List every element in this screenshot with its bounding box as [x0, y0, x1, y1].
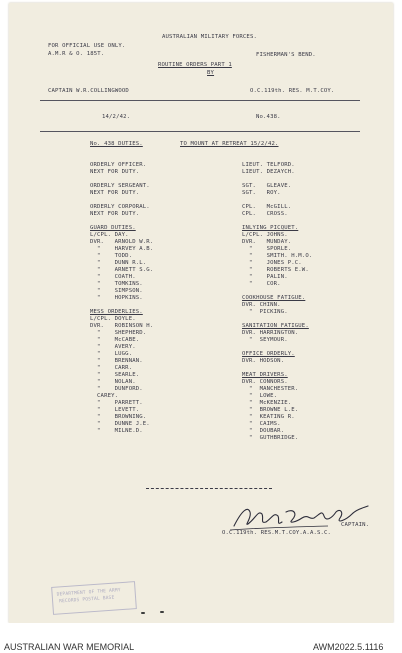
cookhouse-fatigue-heading: COOKHOUSE FATIGUE. [242, 295, 306, 301]
punch-mark [160, 611, 164, 613]
duty-line [90, 302, 153, 309]
document-title: AUSTRALIAN MILITARY FORCES. [162, 34, 257, 40]
duty-line: " DUNN R.L. [90, 260, 147, 266]
duty-line: NEXT FOR DUTY. [90, 190, 140, 196]
duty-line: " GUTHBRIDGE. [242, 435, 299, 441]
duty-line: " TODD. [90, 253, 133, 259]
amr-reference: A.M.R & O. 185T. [48, 51, 105, 57]
duty-line: SGT. ROY. [242, 190, 281, 196]
guard-duties-heading: GUARD DUTIES. [90, 225, 136, 231]
duty-line [242, 344, 312, 351]
duty-line: " SEYMOUR. [242, 337, 288, 343]
location-label: FISHERMAN'S BEND. [256, 52, 316, 58]
duty-line: " LEVETT. [90, 407, 140, 413]
sanitation-fatigue-heading: SANITATION FATIGUE. [242, 323, 309, 329]
duty-line [242, 288, 312, 295]
duty-line: " KEATING R. [242, 414, 295, 420]
duty-line: " SMITH. H.M.O. [242, 253, 313, 259]
duty-line: " McCABE. [90, 337, 140, 343]
duty-line: " SEARLE. [90, 372, 140, 378]
duty-line: LIEUT. DEZAYCH. [242, 169, 295, 175]
duty-line: ORDERLY SERGEANT. [90, 183, 150, 189]
left-duties-column [90, 155, 153, 442]
duty-line: CPL. CROSS. [242, 211, 288, 217]
duty-line [90, 176, 153, 183]
mount-at-retreat: TO MOUNT AT RETREAT 15/2/42. [180, 141, 279, 147]
by-label: BY [207, 70, 215, 76]
duty-line: DVR. HODSON. [242, 358, 285, 364]
official-use-label: FOR OFFICIAL USE ONLY. [48, 43, 126, 49]
duty-line: SGT. GLEAVE. [242, 183, 292, 189]
duty-line: NEXT FOR DUTY. [90, 169, 140, 175]
duty-line: DVR. ARNOLD W.R. [90, 239, 154, 245]
duty-line: " MANCHESTER. [242, 386, 299, 392]
duty-line: " CARR. [90, 365, 133, 371]
footer-accession-number: AWM2022.5.1116 [313, 642, 384, 652]
signature-rank: CAPTAIN. [341, 522, 370, 528]
duty-line: " NOLAN. [90, 379, 136, 385]
inlying-picquet-heading: INLYING PICQUET. [242, 225, 299, 231]
duty-line: L/CPL. JOHNS. [242, 232, 288, 238]
duty-line: " PICKING. [242, 309, 288, 315]
duty-line: DVR. CHINN. [242, 302, 281, 308]
duty-line: " SIMPSON. [90, 288, 143, 294]
duty-line: " DUNNE J.E. [90, 421, 150, 427]
duty-line: " MILNE.D. [90, 428, 143, 434]
duty-line: " HARVEY A.B. [90, 246, 154, 252]
signature-unit: O.C.119th. RES.M.T.COY.A.A.S.C. [222, 530, 332, 536]
duty-line: ORDERLY OFFICER. [90, 162, 147, 168]
duty-line: NEXT FOR DUTY. [90, 211, 140, 217]
duty-line: " COR. [242, 281, 281, 287]
duty-line: ORDERLY CORPORAL. [90, 204, 150, 210]
duty-line: " TOMKINS. [90, 281, 143, 287]
duties-number: No. 438 DUTIES. [90, 141, 143, 147]
mess-orderlies-heading: MESS ORDERLIES. [90, 309, 143, 315]
duty-line: " PARRETT. [90, 400, 143, 406]
duty-line [90, 197, 153, 204]
duty-line: CPL. McGILL. [242, 204, 292, 210]
duty-line [242, 197, 312, 204]
duty-line: " ARNETT S.G. [90, 267, 154, 273]
captain-name: CAPTAIN W.R.COLLINGWOOD [48, 88, 129, 94]
unit-name: O.C.119th. RES. M.T.COY. [250, 88, 335, 94]
header-rule [40, 100, 360, 101]
duty-line: " SHEPHERD. [90, 330, 147, 336]
duty-line: " BROWNING. [90, 414, 147, 420]
duty-line: DVR. ROBINSON H. [90, 323, 154, 329]
duty-line: " LOWE. [242, 393, 278, 399]
stamp-line-1: DEPARTMENT OF THE ARMY [56, 588, 121, 598]
section-rule [40, 131, 360, 132]
duty-line: " McKENZIE. [242, 400, 292, 406]
duty-line: CAREY. [90, 393, 119, 399]
duty-line: " JONES P.C. [242, 260, 302, 266]
duty-line: " CAIMS. [242, 421, 281, 427]
duty-line: " PALIN. [242, 274, 288, 280]
duty-line: " BROWNE L.E. [242, 407, 299, 413]
office-orderly-heading: OFFICE ORDERLY. [242, 351, 295, 357]
duty-line: DVR. MUNDAY. [242, 239, 292, 245]
duty-line: " DOUBAR. [242, 428, 285, 434]
duty-line: " LUGG. [90, 351, 133, 357]
stamp-line-2: RECORDS POSTAL BASE [59, 595, 115, 605]
duty-line: " BRENNAN. [90, 358, 143, 364]
punch-mark [141, 612, 145, 614]
duty-line: " AVERY. [90, 344, 136, 350]
duty-line [242, 218, 312, 225]
duty-line: L/CPL. DAY. [90, 232, 129, 238]
duty-line [242, 316, 312, 323]
duty-line: DVR. CONNORS. [242, 379, 288, 385]
meat-drivers-heading: MEAT DRIVERS. [242, 372, 288, 378]
faded-archive-stamp [51, 581, 137, 615]
duty-line [90, 218, 153, 225]
duty-line [242, 176, 312, 183]
closing-dashed-rule [146, 488, 272, 489]
duty-line: " HOPKINS. [90, 295, 143, 301]
duty-line: " DUNFORD. [90, 386, 143, 392]
duty-line: L/CPL. DOYLE. [90, 316, 136, 322]
order-date: 14/2/42. [102, 114, 131, 120]
routine-orders-heading: ROUTINE ORDERS PART 1 [158, 62, 232, 68]
duty-line: LIEUT. TELFORD. [242, 162, 295, 168]
duty-line: " SPORLE. [242, 246, 292, 252]
order-number: No.438. [256, 114, 281, 120]
duty-line: DVR. HARRINGTON. [242, 330, 299, 336]
footer-credit: AUSTRALIAN WAR MEMORIAL [4, 642, 135, 652]
duty-line [242, 365, 312, 372]
right-duties-column [242, 155, 312, 449]
duty-line: " ROBERTS E.W. [242, 267, 309, 273]
duty-line: " COATH. [90, 274, 136, 280]
